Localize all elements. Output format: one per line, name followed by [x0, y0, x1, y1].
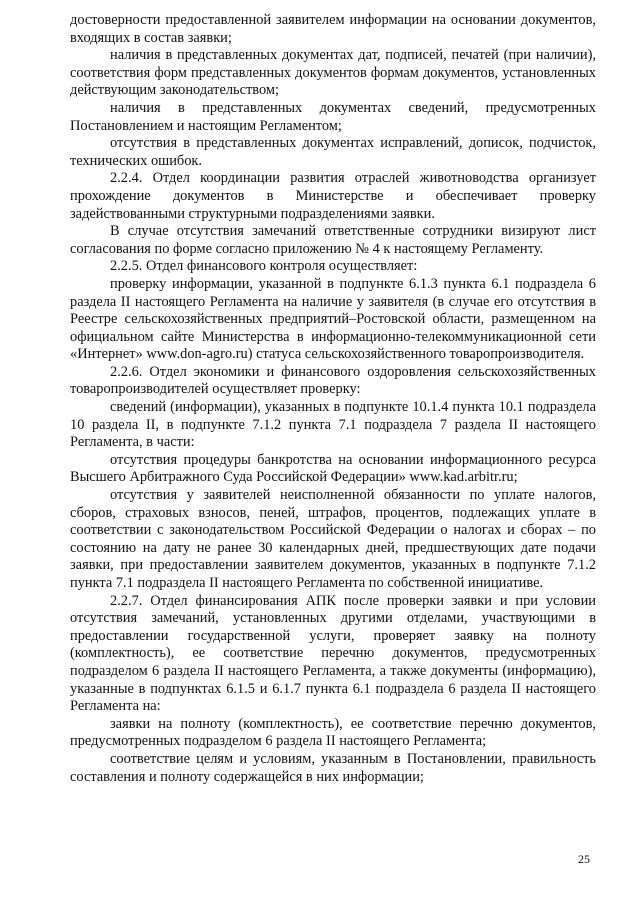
paragraph-compliance: соответствие целям и условиям, указанным в Постановлении, правильность составления и полноту содержащейся в них информации; [70, 750, 596, 785]
paragraph-details-check: сведений (информации), указанных в подпункте 10.1.4 пункта 10.1 подраздела 10 раздела II, в подпункте 7.1.2 пункта 7.1 подраздела 7 раздела II настоящего Регламента, в части: [70, 399, 596, 451]
paragraph-dates-signatures: наличия в представленных документах дат, подписей, печатей (при наличии), соответствия форм представленных документов формам документов, установленных действующим законодательством; [70, 47, 596, 99]
document-page [70, 12, 596, 786]
paragraph-2-2-5: 2.2.5. Отдел финансового контроля осуществляет: [110, 258, 418, 275]
paragraph-required-info: наличия в представленных документах сведений, предусмотренных Постановлением и настоящим Регламентом; [70, 99, 596, 134]
paragraph-completeness: заявки на полноту (комплектность), ее соответствие перечню документов, предусмотренных подразделом 6 раздела II настоящего Регламента; [70, 715, 596, 750]
paragraph-bankruptcy: отсутствия процедуры банкротства на основании информационного ресурса Высшего Арбитражного Суда Российской Федерации» www.kad.arbitr.ru; [70, 451, 596, 486]
paragraph-2-2-4: 2.2.4. Отдел координации развития отраслей животноводства организует прохождение документов в Министерстве и обеспечивает проверку задействованными структурными подразделениями заявки. [70, 170, 596, 222]
page-number: 25 [578, 852, 590, 866]
paragraph-no-corrections: отсутствия в представленных документах исправлений, дописок, подчисток, технических ошибок. [70, 135, 596, 169]
paragraph-2-2-6: 2.2.6. Отдел экономики и финансового оздоровления сельскохозяйственных товаропроизводителей осуществляет проверку: [70, 363, 596, 398]
paragraph-approval-sheet: В случае отсутствия замечаний ответственные сотрудники визируют лист согласования по форме согласно приложению № 4 к настоящему Регламенту. [70, 223, 596, 257]
paragraph-reliability-check: достоверности предоставленной заявителем информации на основании документов, входящих в состав заявки; [70, 12, 596, 46]
paragraph-info-check: проверку информации, указанной в подпункте 6.1.3 пункта 6.1 подраздела 6 раздела II настоящего Регламента на наличие у заявителя (в случае его отсутствия в Реестре сельскохозяйственных предприятий–Ростовской области, размещенном на официальном сайте Министерства в информационно-телекоммуникационной сети «Интернет» www.don-agro.ru) статуса сельскохозяйственного товаропроизводителя. [70, 275, 596, 363]
paragraph-tax-debt: отсутствия у заявителей неисполненной обязанности по уплате налогов, сборов, страховых взносов, пеней, штрафов, процентов, подлежащих уплате в соответствии с законодательством Российской Федерации о налогах и сборах – по состоянию на дату не ранее 30 календарных дней, предшествующих дате подачи заявки, при предоставлении заявителем документов, указанных в подпункте 7.1.2 пункта 7.1 подраздела II настоящего Регламента по собственной инициативе. [70, 487, 596, 591]
paragraph-2-2-7: 2.2.7. Отдел финансирования АПК после проверки заявки и при условии отсутствия замечаний, установленных другими отделами, участвующими в предоставлении государственной услуги, проверяет заявку на полноту (комплектность), ее соответствие перечню документов, предусмотренных подразделом 6 раздела II настоящего Регламента, а также документы (информацию), указанные в подпунктах 6.1.5 и 6.1.7 пункта 6.1 подраздела 6 раздела II настоящего Регламента на: [70, 592, 596, 715]
